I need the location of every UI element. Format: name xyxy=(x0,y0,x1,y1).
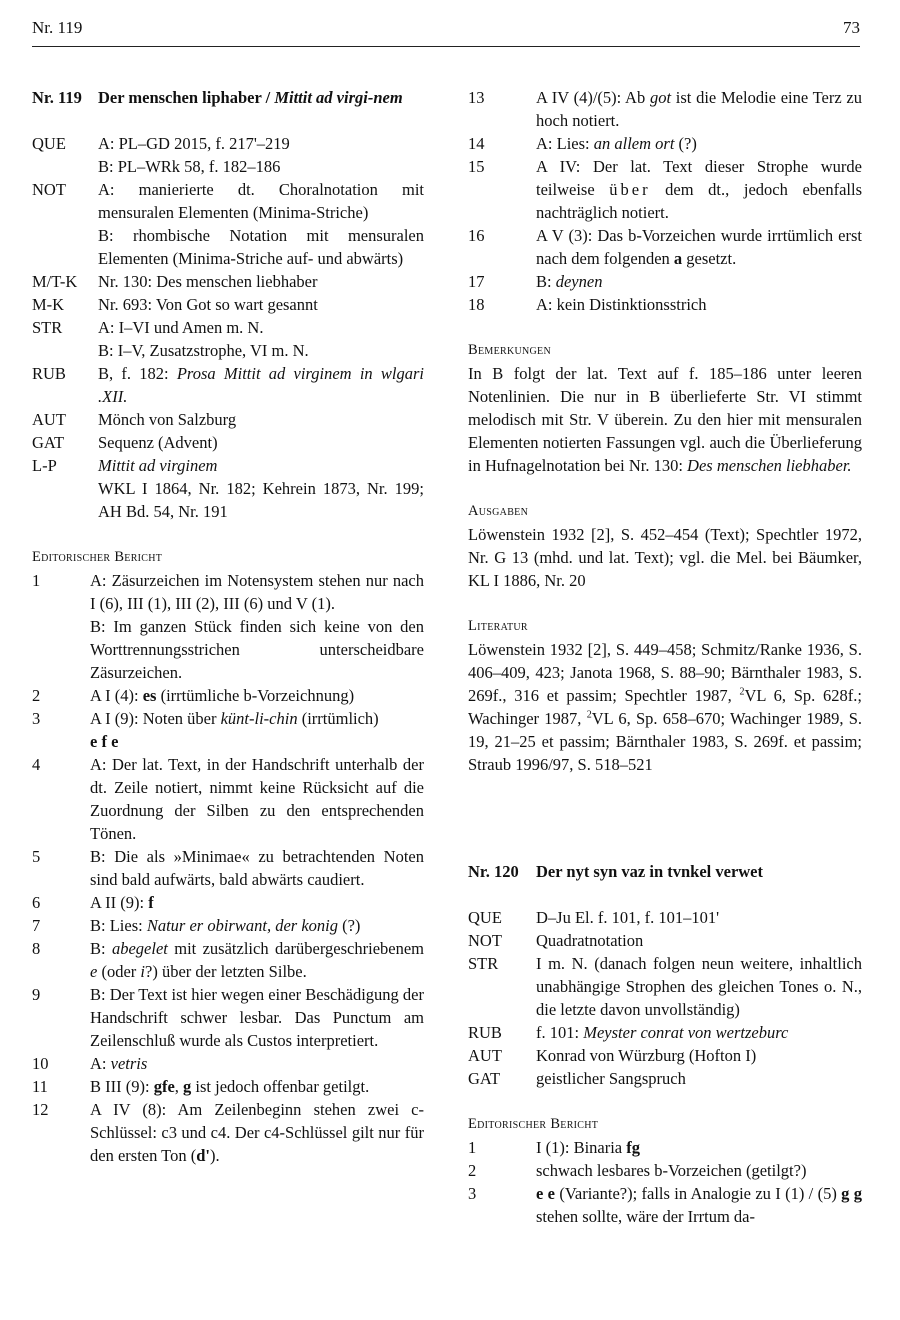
running-header xyxy=(32,16,860,44)
meta-block xyxy=(32,132,424,523)
entry-title: Der nyt syn vaz in tvnkel verwet xyxy=(536,862,764,881)
note-11: 11 B III (9): gfe, g ist jedoch offenbar getilgt. xyxy=(32,1077,370,1096)
editorial-report-heading-120: Editorischer Bericht xyxy=(468,1116,599,1132)
entry-119-title xyxy=(32,86,424,109)
meta-rub: RUB f. 101: Meyster conrat von wertzeburc xyxy=(468,1023,789,1042)
editorial-report-heading: Editorischer Bericht xyxy=(32,549,163,565)
meta-block-120 xyxy=(468,906,862,1090)
meta-mk: M-K Nr. 693: Von Got so wart gesannt xyxy=(32,295,318,314)
meta-lp: L-P Mittit ad virginem WKL I 1864, Nr. 182; Kehrein 1873, Nr. 199; AH Bd. 54, Nr. 191 xyxy=(32,456,424,521)
meta-not: NOT A: manierierte dt. Choralnotation mit mensuralen Elementen (Minima-Striche) B: rhombische Notation mit mensuralen Elementen (Minima-Striche auf- und abwärts) xyxy=(32,180,424,268)
meta-rub: RUB B, f. 182: Prosa Mittit ad virginem in wlgari .XII. xyxy=(32,364,424,406)
left-column xyxy=(32,86,424,1167)
note-15: 15 A IV: Der lat. Text dieser Strophe wurde teilweise über dem dt., jedoch ebenfalls nachträglich notiert. xyxy=(468,157,862,222)
editorial-notes-120 xyxy=(468,1136,862,1228)
editions-heading: Ausgaben xyxy=(468,503,529,519)
literature-text: Löwenstein 1932 [2], S. 449–458; Schmitz/Ranke 1936, S. 406–409, 423; Janota 1968, S. 88–90; Bärnthaler 1983, S. 269f., 316 et passim; Spechtler 1987, $^2$VL 6, Sp. 628f.; Wachinger 1987, $^2$VL 6, Sp. 658–670; Wachinger 1989, S. 19, 21–25 et passim; Bärnthaler 1983, S. 269f. et passim; Straub 1996/97, S. 518–521 xyxy=(468,640,863,774)
note-18: 18 A: kein Distinktionsstrich xyxy=(468,295,707,314)
note-10: 10 A: vetris xyxy=(32,1054,148,1073)
literature-heading: Literatur xyxy=(468,618,528,634)
right-column xyxy=(468,86,862,1228)
editorial-notes xyxy=(32,569,424,1167)
note-13: 13 A IV (4)/(5): Ab got ist die Melodie eine Terz zu hoch notiert. xyxy=(468,88,862,130)
meta-mtk: M/T-K Nr. 130: Des menschen liebhaber xyxy=(32,272,318,291)
note-1: 1 I (1): Binaria fg xyxy=(468,1138,641,1157)
note-17: 17 B: deynen xyxy=(468,272,603,291)
page-number: 73 xyxy=(843,18,860,37)
meta-que: QUE D–Ju El. f. 101, f. 101–101' xyxy=(468,908,720,927)
note-12: 12 A IV (8): Am Zeilenbeginn stehen zwei c-Schlüssel: c3 und c4. Der c4-Schlüssel gilt nur für den ersten Ton (d'). xyxy=(32,1100,424,1165)
note-3: 3 e e (Variante?); falls in Analogie zu I (1) / (5) g g stehen sollte, wäre der Irrtum da- xyxy=(468,1184,862,1226)
spacer xyxy=(468,776,862,860)
note-6: 6 A II (9): f xyxy=(32,893,154,912)
note-3: 3 A I (9): Noten über künt-li-chin (irrtümlich) e f e xyxy=(32,709,379,751)
entry-title: Der menschen liphaber / Mittit ad virgi-nem xyxy=(98,88,403,107)
meta-str: STR I m. N. (danach folgen neun weitere, inhaltlich unabhängige Strophen des gleichen Tones o. N., die letzte davon unvollständig) xyxy=(468,954,862,1019)
note-1: 1 A: Zäsurzeichen im Notensystem stehen nur nach I (6), III (1), III (2), III (6) und V (1). B: Im ganzen Stück finden sich keine von den Worttrennungsstrichen unterscheidbare Zäsurzeichen. xyxy=(32,571,424,682)
meta-str: STR A: I–VI und Amen m. N. B: I–V, Zusatzstrophe, VI m. N. xyxy=(32,318,309,360)
note-7: 7 B: Lies: Natur er obirwant, der konig (?) xyxy=(32,916,361,935)
meta-que: QUE A: PL–GD 2015, f. 217'–219 B: PL–WRk 58, f. 182–186 xyxy=(32,134,290,176)
note-4: 4 A: Der lat. Text, in der Handschrift unterhalb der dt. Zeile notiert, nimmt keine Rücksicht auf die Zuordnung der Silben zu den entsprechenden Tönen. xyxy=(32,755,424,843)
note-5: 5 B: Die als »Minimae« zu betrachtenden Noten sind bald aufwärts, bald abwärts caudiert. xyxy=(32,847,424,889)
meta-gat: GAT Sequenz (Advent) xyxy=(32,433,218,452)
note-2: 2 schwach lesbares b-Vorzeichen (getilgt?) xyxy=(468,1161,807,1180)
remarks-text: In B folgt der lat. Text auf f. 185–186 unter leeren Notenlinien. Die nur in B überlieferte Str. VI stimmt melodisch mit Str. V überein. Zu den hier mit mensuralen Elementen notierten Fassungen vgl. auch die Überlieferung in Hufnagelnotation bei Nr. 130: Des menschen liebhaber. xyxy=(468,364,862,475)
meta-aut: AUT Mönch von Salzburg xyxy=(32,410,237,429)
note-16: 16 A V (3): Das b-Vorzeichen wurde irrtümlich erst nach dem folgenden a gesetzt. xyxy=(468,226,862,268)
remarks-heading: Bemerkungen xyxy=(468,342,551,358)
note-9: 9 B: Der Text ist hier wegen einer Beschädigung der Handschrift schwer lesbar. Das Punctum am Zeilenschluß wurde als Custos interpretiert. xyxy=(32,985,424,1050)
meta-not: NOT Quadratnotation xyxy=(468,931,644,950)
entry-number: Nr. 119 xyxy=(32,88,82,107)
meta-gat: GAT geistlicher Sangspruch xyxy=(468,1069,686,1088)
entry-number: Nr. 120 xyxy=(468,862,519,881)
note-8: 8 B: abegelet mit zusätzlich darübergeschriebenem e (oder i?) über der letzten Silbe. xyxy=(32,939,424,981)
note-2: 2 A I (4): es (irrtümliche b-Vorzeichnung) xyxy=(32,686,355,705)
header-rule xyxy=(32,46,860,47)
editorial-notes-continued xyxy=(468,86,862,316)
note-14: 14 A: Lies: an allem ort (?) xyxy=(468,134,697,153)
editions-text: Löwenstein 1932 [2], S. 452–454 (Text); Spechtler 1972, Nr. G 13 (mhd. und lat. Text); vgl. die Mel. bei Bäumker, KL I 1886, Nr. 20 xyxy=(468,525,862,590)
entry-120-title xyxy=(468,860,862,883)
header-entry-number: Nr. 119 xyxy=(32,18,83,37)
meta-aut: AUT Konrad von Würzburg (Hofton I) xyxy=(468,1046,757,1065)
